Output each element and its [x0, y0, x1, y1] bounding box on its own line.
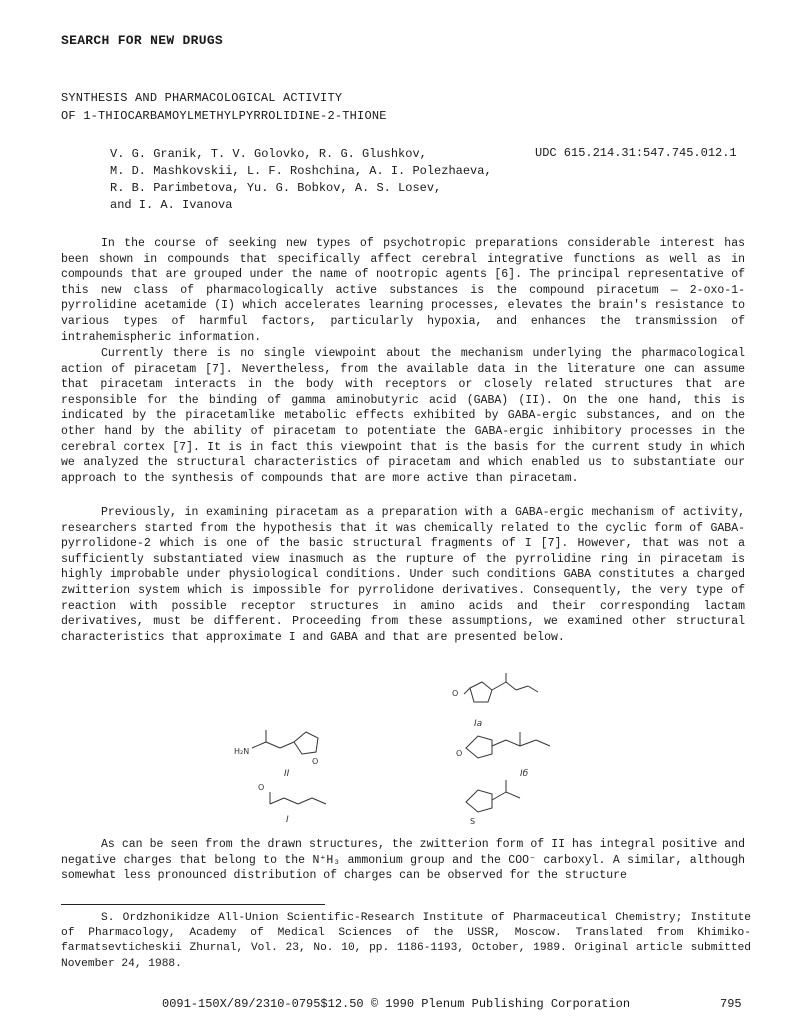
page-number: 795	[720, 997, 742, 1011]
section-heading: SEARCH FOR NEW DRUGS	[61, 33, 224, 48]
structure-ii-atom-n: H₂N	[234, 747, 250, 756]
footnote-divider	[61, 904, 325, 905]
structure-ib-atom-o: O	[456, 749, 463, 758]
structure-ii-label: II	[284, 769, 290, 779]
chemical-structures-figure	[230, 668, 570, 828]
paragraph-1: In the course of seeking new types of psychotropic preparations considerable interest has been shown in compounds that specifically affect cerebral integrative functions as well as in compounds that are grouped under the name of nootropic agents [6]. The principal representative of this new class of pharmacologically active substances is the compound piracetum — 2-oxo-1-pyrrolidine acetamide (I) which accelerates learning processes, elevates the brain's resistance to various types of harmful factors, particularly hypoxia, and enhances the transmission of intrahemispheric information.	[61, 237, 745, 344]
structure-ib-label: Iб	[520, 769, 529, 779]
structure-ib	[466, 732, 550, 758]
paragraph-3: Previously, in examining piracetam as a preparation with a GABA-ergic mechanism of activity, researchers started from the hypothesis that it was chemically related to the cyclic form of GABA-pyrrolidone-2 which is one of the basic structural fragments of I [7]. However, that was not a sufficiently substantiated view inasmuch as the rupture of the pyrrolidine ring in piracetam is highly improbable under physiological conditions. Under such conditions GABA constitutes a charged zwitterion system which is impossible for pyrrolidone derivatives. Consequently, the very type of reaction with possible receptor structures in amino acids and their corresponding lactam derivatives, must be different. Proceeding from these assumptions, we examined other structural characteristics that approximate I and GABA and that are presented below.	[61, 506, 745, 644]
footnote: S. Ordzhonikidze All-Union Scientific-Research Institute of Pharmaceutical Chemistry; Institute of Pharmacology, Academy of Medical Sciences of the USSR, Moscow. Translated from Khimiko-farmatsevticheskii Zhurnal, Vol. 23, No. 10, pp. 1186-1193, October, 1989. Original article submitted November 24, 1988.	[61, 912, 751, 970]
structure-i-label: I	[286, 815, 289, 825]
structure-i	[270, 792, 326, 804]
structure-thione	[466, 780, 520, 812]
structure-ia	[464, 673, 538, 702]
article-title-line-2: OF 1-THIOCARBAMOYLMETHYLPYRROLIDINE-2-THIONE	[61, 109, 387, 123]
structure-i-atom-o: O	[258, 783, 265, 792]
udc-code: UDC 615.214.31:547.745.012.1	[535, 146, 737, 160]
structure-ii-atom-o: O	[312, 757, 319, 766]
author-list: V. G. Granik, T. V. Golovko, R. G. Glushkov, M. D. Mashkovskii, L. F. Roshchina, A. I. Polezhaeva, R. B. Parimbetova, Yu. G. Bobkov, A. S. Losev, and I. A. Ivanova	[110, 147, 492, 212]
structure-thione-atom-s: S	[470, 817, 476, 826]
paragraph-4: As can be seen from the drawn structures, the zwitterion form of II has integral positive and negative charges that belong to the N⁺H₃ ammonium group and the COO⁻ carboxyl. A similar, although somewhat less pronounced distribution of charges can be observed for the structure	[61, 838, 745, 883]
structure-ia-label: Iа	[474, 719, 483, 729]
paragraph-2: Currently there is no single viewpoint about the mechanism underlying the pharmacological action of piracetam [7]. Nevertheless, from the available data in the literature one can assume that piracetam interacts in the body with receptors or closely related structures that are responsible for the binding of gamma aminobutyric acid (GABA) (II). On the one hand, this is indicated by the piracetamlike metabolic effects exhibited by GABA-ergic substances, and on the other hand by the ability of piracetam to potentiate the GABA-ergic inhibitory processes in the cerebral cortex [7]. It is in fact this viewpoint that is the basis for the current study in which we analyzed the structural characteristics of piracetam and which enabled us to substantiate our approach to the synthesis of compounds that are more active than piracetam.	[61, 347, 745, 485]
article-title-line-1: SYNTHESIS AND PHARMACOLOGICAL ACTIVITY	[61, 91, 343, 105]
copyright-line: 0091-150X/89/2310-0795$12.50 © 1990 Plenum Publishing Corporation	[162, 997, 631, 1011]
structure-ii	[252, 730, 318, 754]
structure-ia-atom-o: O	[452, 689, 459, 698]
